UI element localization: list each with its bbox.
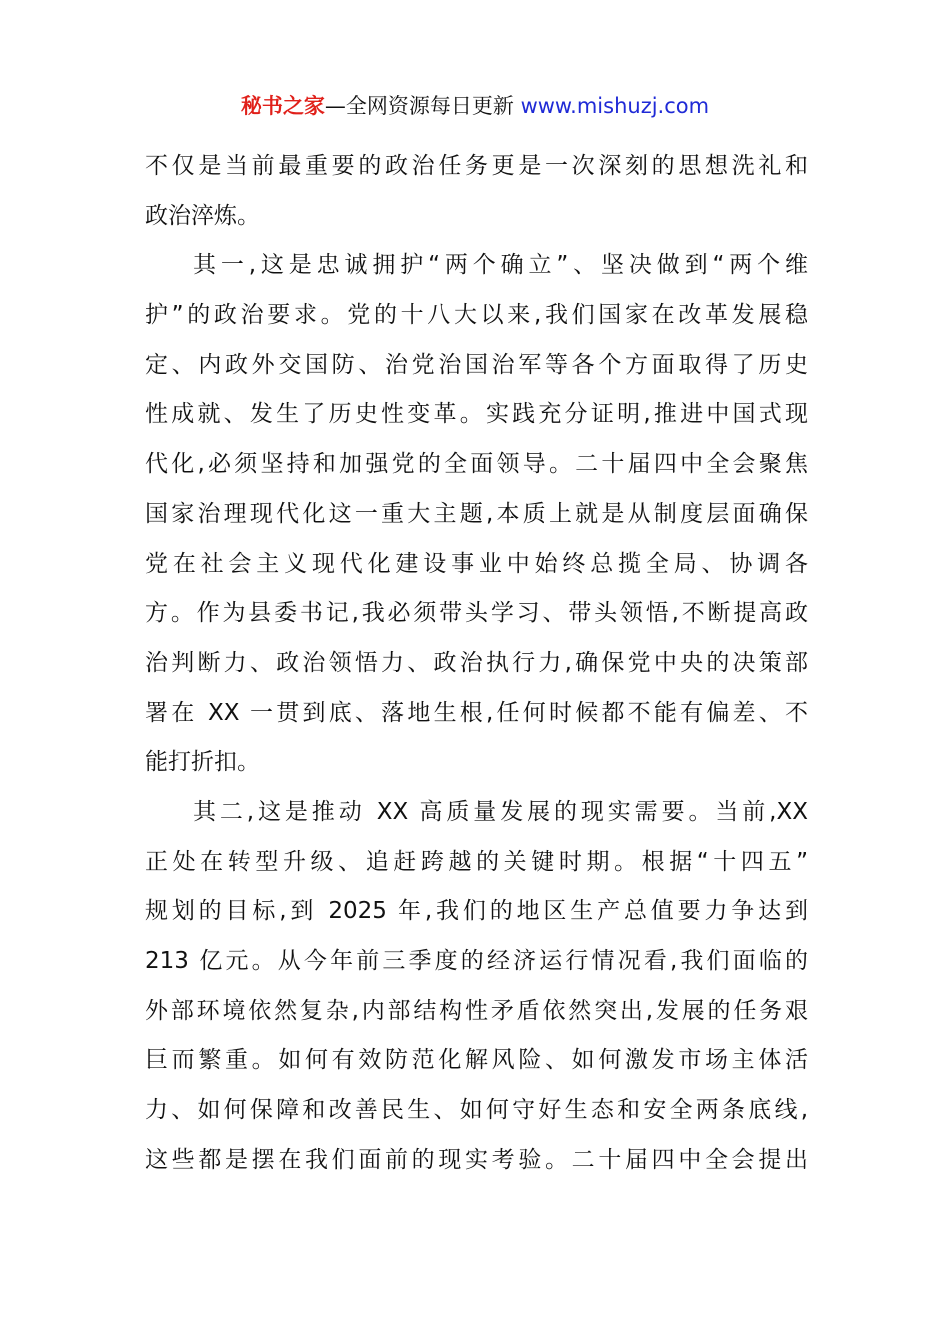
text-line: 规划的目标,到 2025 年,我们的地区生产总值要力争达到	[145, 898, 808, 925]
text-line: 不仅是当前最重要的政治任务更是一次深刻的思想洗礼和	[145, 153, 808, 179]
text-line: 能打折扣。	[145, 749, 260, 776]
text-line: 力、如何保障和改善民生、如何守好生态和安全两条底线,	[145, 1097, 808, 1124]
site-link[interactable]: www.mishuzj.com	[520, 94, 710, 118]
text-line: 这些都是摆在我们面前的现实考验。二十届四中全会提出	[145, 1146, 808, 1173]
text-line: 党在社会主义现代化建设事业中始终总揽全局、协调各	[145, 550, 808, 577]
text-line: 213 亿元。从今年前三季度的经济运行情况看,我们面临的	[145, 948, 808, 974]
text-line: 代化,必须坚持和加强党的全面领导。二十届四中全会聚焦	[145, 451, 808, 478]
text-line: 定、内政外交国防、治党治国治军等各个方面取得了历史	[145, 351, 808, 378]
text-line: 国家治理现代化这一重大主题,本质上就是从制度层面确保	[145, 500, 808, 527]
text-line: 巨而繁重。如何有效防范化解风险、如何激发市场主体活	[145, 1047, 808, 1074]
text-line: 正处在转型升级、追赶跨越的关键时期。根据“十四五”	[145, 848, 808, 875]
document-body	[145, 142, 808, 1185]
page-header	[0, 90, 950, 122]
text-line: 治判断力、政治领悟力、政治执行力,确保党中央的决策部	[145, 649, 808, 676]
text-line: 署在 XX 一贯到底、落地生根,任何时候都不能有偏差、不	[145, 699, 808, 726]
text-line: 其一,这是忠诚拥护“两个确立”、坚决做到“两个维	[193, 252, 808, 279]
text-line: 护”的政治要求。党的十八大以来,我们国家在改革发展稳	[145, 302, 808, 329]
text-line: 政治淬炼。	[145, 202, 260, 229]
text-line: 性成就、发生了历史性变革。实践充分证明,推进中国式现	[145, 401, 808, 428]
text-line: 方。作为县委书记,我必须带头学习、带头领悟,不断提高政	[145, 600, 808, 627]
text-line: 其二,这是推动 XX 高质量发展的现实需要。当前,XX	[193, 798, 808, 825]
header-tagline: —全网资源每日更新	[324, 94, 521, 118]
brand-name: 秘书之家	[240, 94, 325, 118]
text-line: 外部环境依然复杂,内部结构性矛盾依然突出,发展的任务艰	[145, 997, 808, 1024]
